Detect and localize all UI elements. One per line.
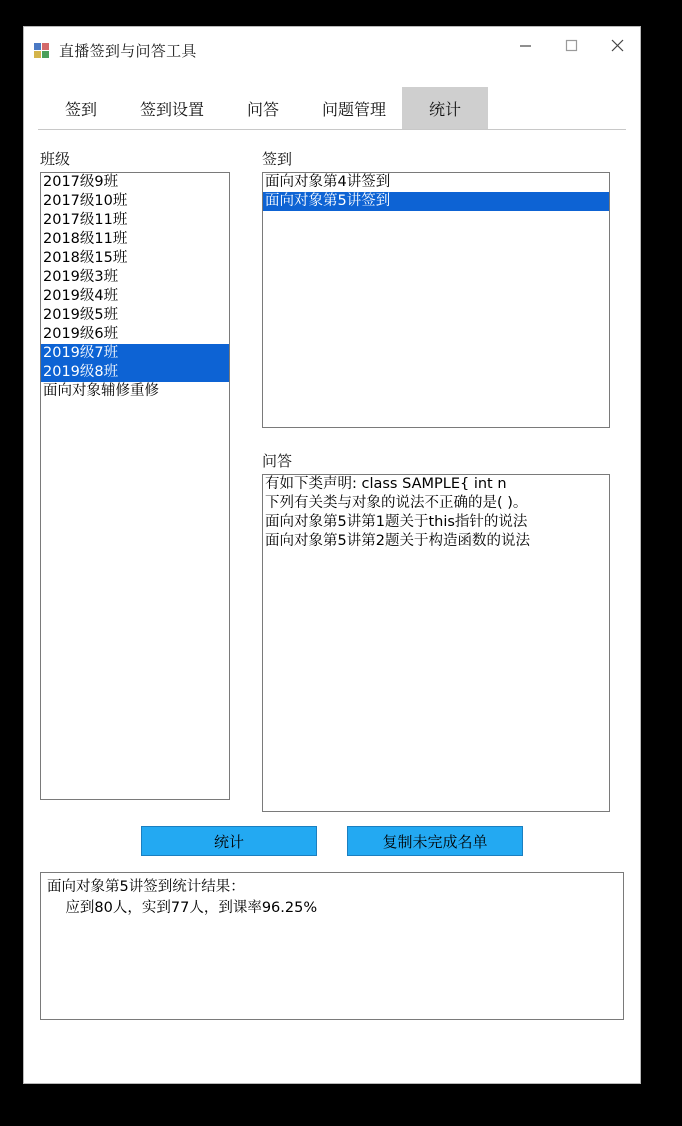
copy-incomplete-list-button[interactable]: 复制未完成名单: [347, 826, 523, 856]
list-item[interactable]: 2018级11班: [43, 231, 128, 247]
tab-qa[interactable]: 问答: [247, 101, 280, 119]
list-item[interactable]: 2018级15班: [43, 250, 128, 266]
list-item[interactable]: 2017级9班: [43, 174, 119, 190]
list-item[interactable]: 2019级5班: [43, 307, 119, 323]
list-item[interactable]: 面向对象第4讲签到: [265, 174, 391, 190]
qa-listbox[interactable]: [262, 474, 610, 812]
list-item[interactable]: 面向对象第5讲签到: [263, 192, 609, 211]
list-item[interactable]: 下列有关类与对象的说法不正确的是( )。: [265, 495, 528, 511]
app-icon: [34, 42, 50, 58]
result-line: 应到80人，实到77人，到课率96.25%: [47, 900, 318, 916]
class-column: [40, 148, 230, 812]
class-listbox[interactable]: [40, 172, 230, 800]
title-bar: [24, 27, 640, 73]
list-item[interactable]: 2019级6班: [43, 326, 119, 342]
list-item[interactable]: 2019级8班: [41, 363, 229, 382]
list-item[interactable]: 2017级11班: [43, 212, 128, 228]
signin-list-label: 签到: [262, 151, 293, 168]
minimize-icon[interactable]: [502, 27, 548, 63]
list-item[interactable]: 2019级3班: [43, 269, 119, 285]
statistics-panel: [24, 130, 640, 1083]
list-item[interactable]: 面向对象第5讲第2题关于构造函数的说法: [265, 533, 530, 549]
signin-listbox[interactable]: [262, 172, 610, 428]
list-item[interactable]: 2019级4班: [43, 288, 119, 304]
maximize-icon[interactable]: [548, 27, 594, 63]
right-column: [262, 148, 610, 812]
window-title: 直播签到与问答工具: [59, 42, 197, 60]
list-item[interactable]: 2019级7班: [41, 344, 229, 363]
action-buttons: [40, 826, 624, 856]
tab-statistics[interactable]: 统计: [402, 87, 488, 129]
result-textbox[interactable]: [40, 872, 624, 1020]
tabstrip: [38, 87, 626, 130]
list-item[interactable]: 有如下类声明: class SAMPLE{ int n: [265, 476, 507, 492]
panel-spacer: [262, 428, 610, 450]
list-item[interactable]: 2017级10班: [43, 193, 128, 209]
list-item[interactable]: 面向对象第5讲第1题关于this指针的说法: [265, 514, 528, 530]
statistics-button[interactable]: 统计: [141, 826, 317, 856]
panels-row: [40, 148, 624, 812]
tab-signin[interactable]: 签到: [64, 101, 97, 119]
class-list-label: 班级: [40, 151, 71, 168]
close-icon[interactable]: [594, 27, 640, 63]
tabstrip-container: [24, 73, 640, 130]
tab-signin-settings[interactable]: 签到设置: [140, 101, 205, 119]
app-window: [23, 26, 641, 1084]
window-controls: [502, 27, 640, 73]
tab-question-management[interactable]: 问题管理: [322, 101, 387, 119]
list-item[interactable]: 面向对象辅修重修: [43, 383, 159, 399]
result-line: 面向对象第5讲签到统计结果：: [47, 879, 245, 895]
qa-list-label: 问答: [262, 453, 293, 470]
